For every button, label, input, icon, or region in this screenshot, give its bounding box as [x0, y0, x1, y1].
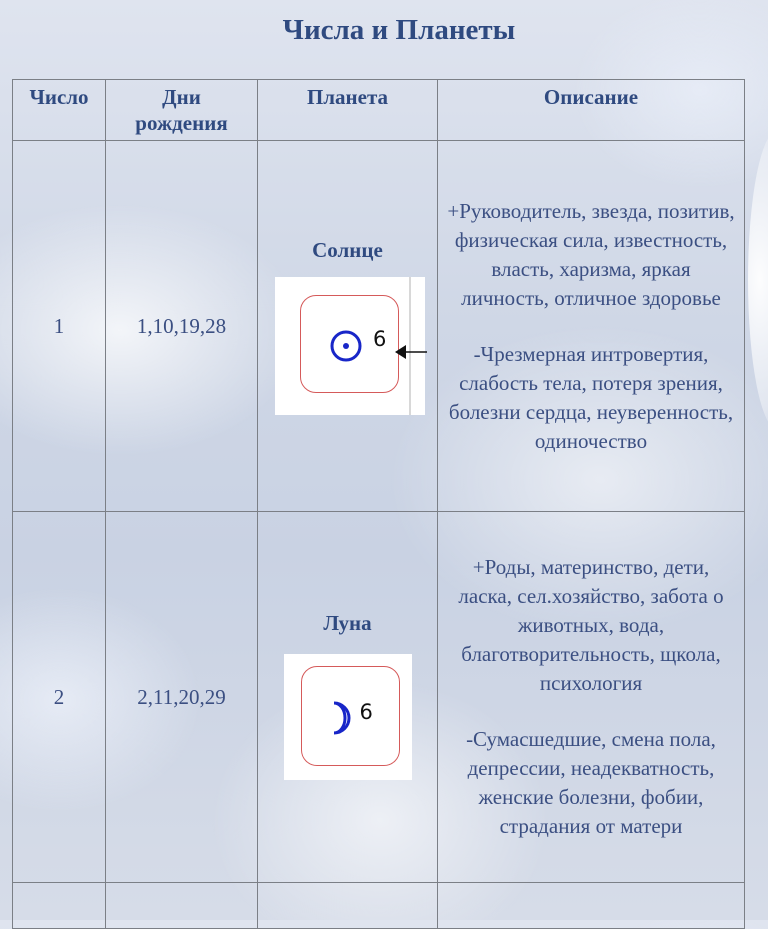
header-birth-days [106, 80, 258, 141]
moon-background-glow [748, 130, 768, 430]
planets-table [12, 79, 745, 929]
header-number: Число [13, 80, 106, 141]
sun-glyph-icon [329, 329, 363, 363]
cell-planet [258, 512, 438, 883]
cell-empty [438, 883, 745, 929]
table-row [13, 512, 745, 883]
cell-empty [13, 883, 106, 929]
symbol-number: 6 [359, 700, 373, 724]
planet-name: Луна [323, 611, 372, 635]
table-header-row [13, 80, 745, 141]
cell-empty [258, 883, 438, 929]
description-positive: +Роды, материнство, дети, ласка, сел.хозяйство, забота о животных, вода, благотворительность, щкола, психология [458, 555, 724, 695]
cell-empty [106, 883, 258, 929]
header-birth-days-label: Дни рождения [135, 85, 228, 135]
arrow-left-icon [395, 342, 429, 362]
moon-glyph-icon [330, 700, 360, 736]
description-negative: -Чрезмерная интровертия, слабость тела, потеря зрения, болезни сердца, неуверенность, одиночество [448, 341, 734, 453]
cell-birth-days: 2,11,20,29 [106, 512, 258, 883]
planet-symbol-image [284, 654, 412, 780]
cell-birth-days: 1,10,19,28 [106, 141, 258, 512]
header-description: Описание [438, 80, 745, 141]
cell-planet [258, 141, 438, 512]
description-positive: +Руководитель, звезда, позитив, физическая сила, известность, власть, харизма, яркая личность, отличное здоровье [447, 198, 735, 310]
cell-description [438, 512, 745, 883]
cell-number: 1 [13, 141, 106, 512]
table-row [13, 141, 745, 512]
table-row [13, 883, 745, 929]
planet-name: Солнце [312, 238, 383, 262]
symbol-number: 6 [373, 327, 387, 351]
cell-number: 2 [13, 512, 106, 883]
page-title: Числа и Планеты [282, 14, 516, 46]
header-planet: Планета [258, 80, 438, 141]
cell-description [438, 141, 745, 512]
description-negative: -Сумасшедшие, смена пола, депрессии, неадекватность, женские болезни, фобии, страдания от матери [466, 727, 716, 838]
planet-symbol-image [275, 277, 425, 415]
